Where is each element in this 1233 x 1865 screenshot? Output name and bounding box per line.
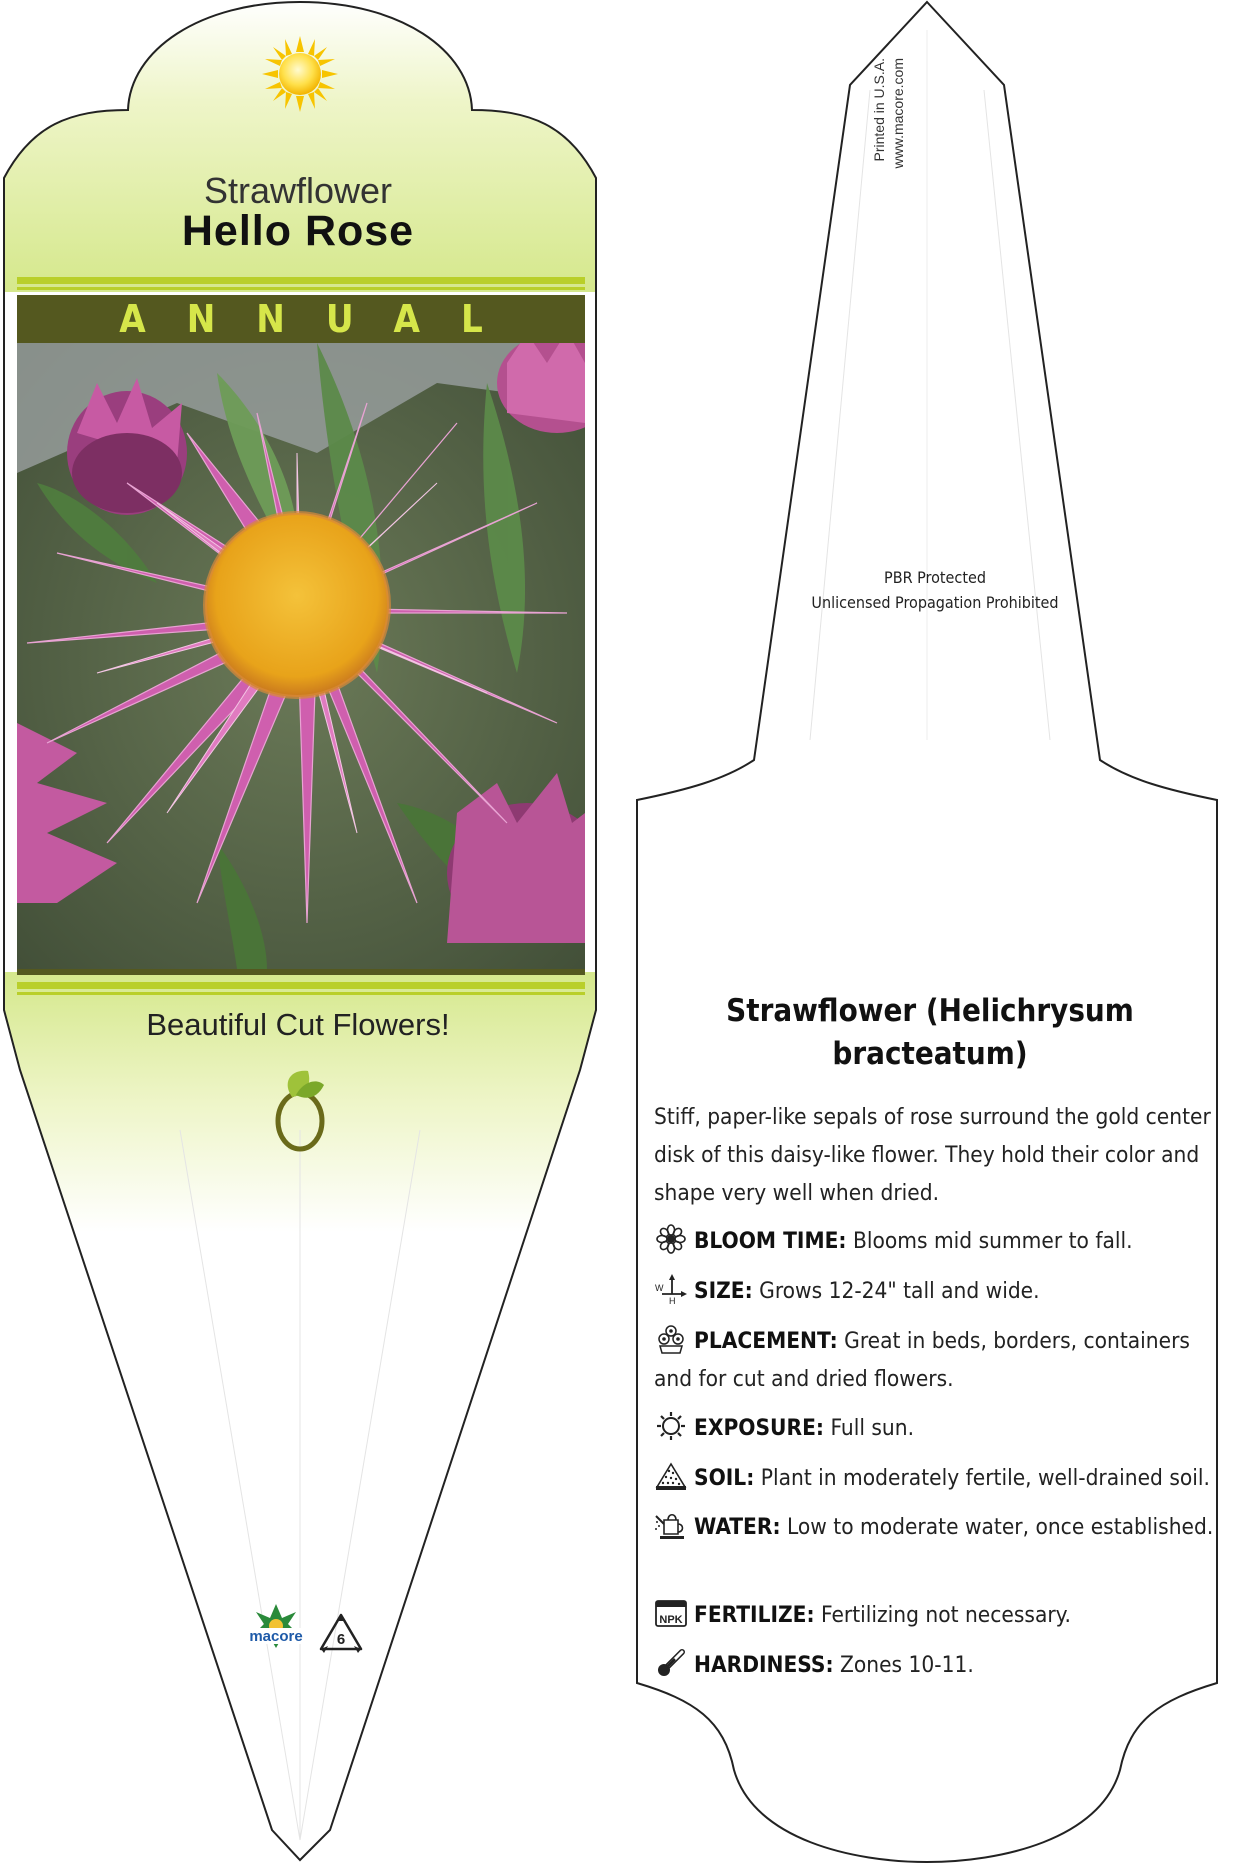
care-water xyxy=(654,1508,1224,1546)
sun-icon xyxy=(262,36,338,112)
height-letter: H xyxy=(669,1296,676,1304)
printed-in-text xyxy=(870,58,910,278)
care-label: HARDINESS: xyxy=(694,1652,834,1678)
macore-logo-text: macore xyxy=(249,1628,303,1645)
npk-icon xyxy=(654,1598,688,1628)
tagline: Beautiful Cut Flowers! xyxy=(146,1007,450,1042)
care-exposure xyxy=(654,1409,1224,1447)
npk-label: NPK xyxy=(659,1614,683,1626)
care-text: Great in beds, borders, containers and for cut and dried flowers. xyxy=(654,1328,1190,1392)
care-text: Low to moderate water, once established. xyxy=(787,1514,1214,1540)
care-placement xyxy=(654,1322,1224,1398)
care-text: Grows 12-24" tall and wide. xyxy=(759,1278,1040,1304)
placement-icon xyxy=(654,1324,688,1354)
care-label: SIZE: xyxy=(694,1278,753,1304)
flower-icon xyxy=(654,1224,688,1254)
recycle-code: 6 xyxy=(336,1631,346,1648)
flower-photo xyxy=(17,343,585,969)
seed-logo-icon xyxy=(268,1067,332,1153)
sun-outline-icon xyxy=(654,1411,688,1441)
variety-name: Hello Rose xyxy=(181,207,415,255)
care-text: Blooms mid summer to fall. xyxy=(852,1228,1133,1254)
care-label: WATER: xyxy=(694,1514,781,1540)
care-label: SOIL: xyxy=(694,1465,755,1491)
common-name: Strawflower xyxy=(203,170,393,211)
care-label: FERTILIZE: xyxy=(694,1602,815,1628)
care-bloom-time xyxy=(654,1222,1224,1260)
care-text: Zones 10-11. xyxy=(840,1652,974,1678)
care-text: Fertilizing not necessary. xyxy=(821,1602,1071,1628)
care-text: Plant in moderately fertile, well-drained soil. xyxy=(760,1465,1210,1491)
category-label: ANNUAL xyxy=(119,297,524,341)
recycle-6-icon xyxy=(318,1612,364,1654)
pbr-notice xyxy=(700,565,1170,615)
width-letter: W xyxy=(655,1283,664,1293)
size-icon xyxy=(654,1274,688,1304)
soil-icon xyxy=(654,1461,688,1491)
description: Stiff, paper-like sepals of rose surround the gold center disk of this daisy-like flower. They hold their color and shape very well when dried. xyxy=(654,1104,1211,1206)
pbr-line-1: PBR Protected xyxy=(884,568,986,587)
scientific-title: Strawflower (Helichrysum bracteatum) xyxy=(726,993,1134,1072)
care-fertilize xyxy=(654,1596,1224,1634)
care-label: EXPOSURE: xyxy=(694,1415,825,1441)
care-size xyxy=(654,1272,1224,1310)
watering-can-icon xyxy=(654,1510,688,1540)
care-text: Full sun. xyxy=(830,1415,915,1441)
care-soil xyxy=(654,1459,1224,1497)
thermometer-icon xyxy=(654,1648,688,1678)
care-label: BLOOM TIME: xyxy=(694,1228,847,1254)
macore-logo xyxy=(242,1604,310,1654)
printed-line: Printed in U.S.A. xyxy=(871,58,887,162)
website-line: www.macore.com xyxy=(890,58,906,169)
care-hardiness xyxy=(654,1646,1224,1684)
care-label: PLACEMENT: xyxy=(694,1328,838,1354)
pbr-line-2: Unlicensed Propagation Prohibited xyxy=(811,593,1059,612)
